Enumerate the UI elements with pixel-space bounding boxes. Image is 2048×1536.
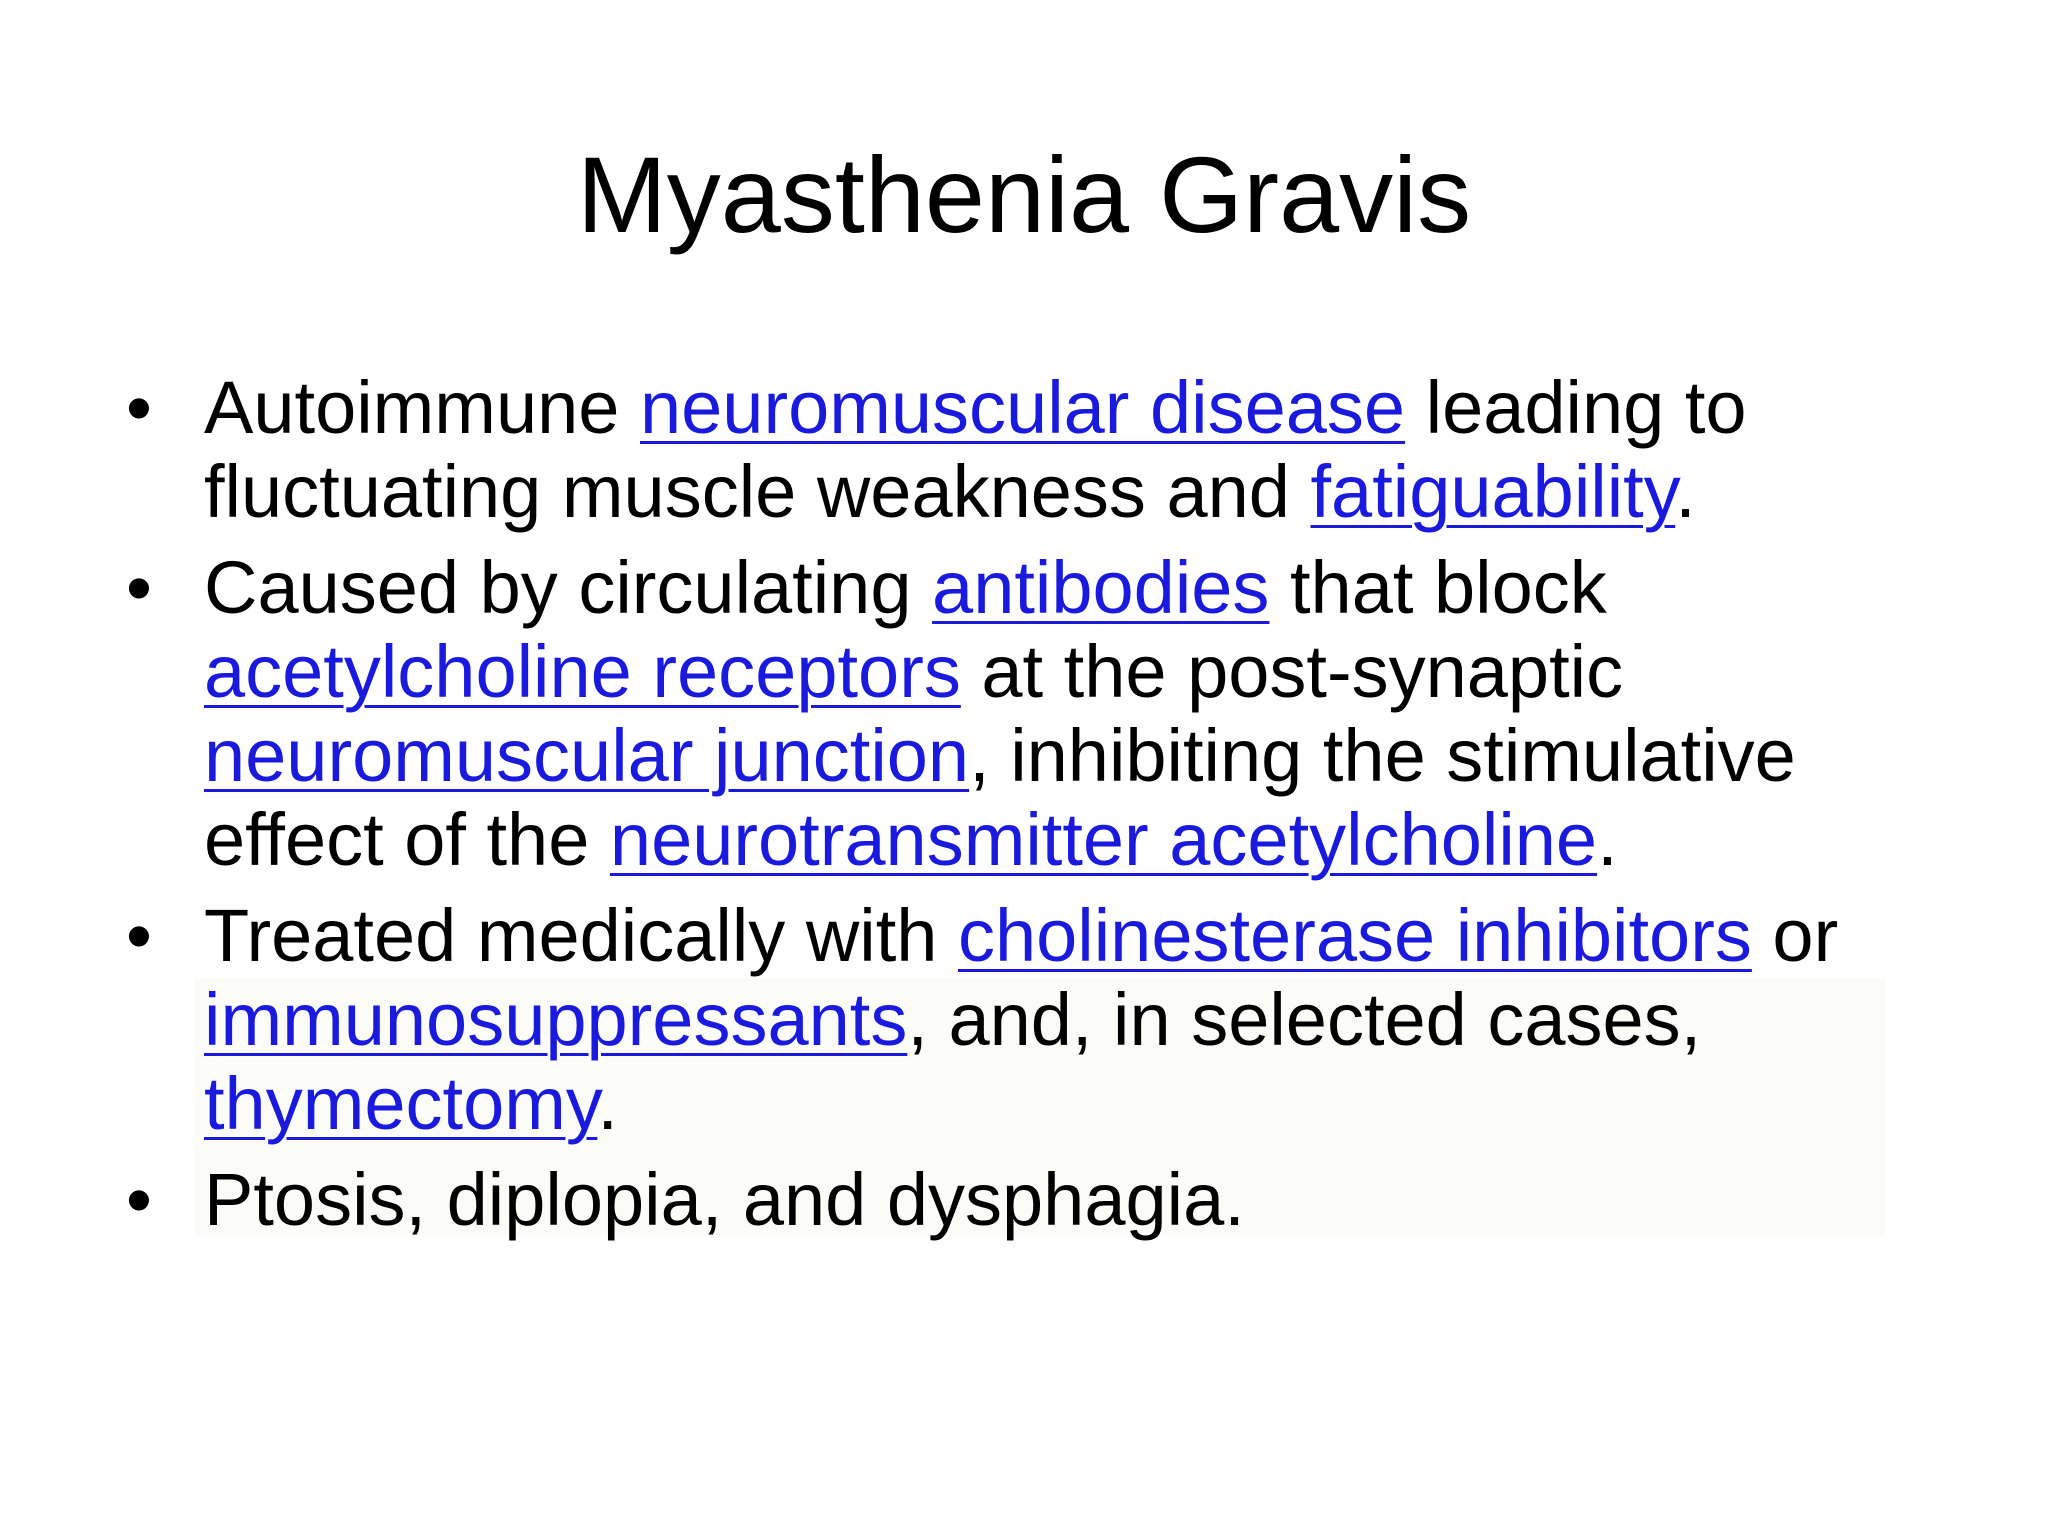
link-neuromuscular-disease[interactable]: neuromuscular disease: [639, 366, 1406, 449]
link-thymectomy[interactable]: thymectomy: [204, 1062, 598, 1145]
bullet-item-3: [118, 894, 1908, 1146]
link-acetylcholine-receptors[interactable]: acetylcholine receptors: [204, 630, 961, 713]
link-immunosuppressants[interactable]: immunosuppressants: [204, 978, 908, 1061]
link-neurotransmitter-acetylcholine[interactable]: neurotransmitter acetylcholine: [609, 798, 1598, 881]
bullet-item-2: [118, 546, 1908, 882]
link-cholinesterase-inhibitors[interactable]: cholinesterase inhibitors: [957, 894, 1752, 977]
bullet-text: Caused by circulating: [204, 546, 933, 629]
bullet-text: leading to fluctuating muscle weakness and: [204, 366, 1747, 533]
bullet-text: or: [1751, 894, 1839, 977]
bullet-text: .: [597, 1062, 618, 1145]
link-neuromuscular-junction[interactable]: neuromuscular junction: [204, 714, 970, 797]
bullet-dot-icon: •: [126, 894, 152, 977]
bullet-text: , inhibiting the stimulative effect of the: [204, 714, 1796, 881]
bullet-text: , and, in selected cases,: [907, 978, 1702, 1061]
bullet-dot-icon: •: [126, 1158, 152, 1241]
bullet-dot-icon: •: [126, 366, 152, 449]
bullet-text: Ptosis, diplopia, and dysphagia.: [204, 1158, 1245, 1241]
bullet-text: .: [1597, 798, 1618, 881]
bullet-text: .: [1675, 450, 1696, 533]
bullet-text: Autoimmune: [204, 366, 640, 449]
slide-title: Myasthenia Gravis: [576, 134, 1472, 255]
bullet-text: Treated medically with: [204, 894, 958, 977]
bullet-text: that block: [1269, 546, 1607, 629]
bullet-item-1: [118, 366, 1908, 534]
link-antibodies[interactable]: antibodies: [932, 546, 1270, 629]
link-fatiguability[interactable]: fatiguability: [1310, 450, 1676, 533]
bullet-list: [118, 366, 1908, 1254]
bullet-text: at the post-synaptic: [960, 630, 1624, 713]
bullet-dot-icon: •: [126, 546, 152, 629]
bullet-item-4: [118, 1158, 1908, 1242]
